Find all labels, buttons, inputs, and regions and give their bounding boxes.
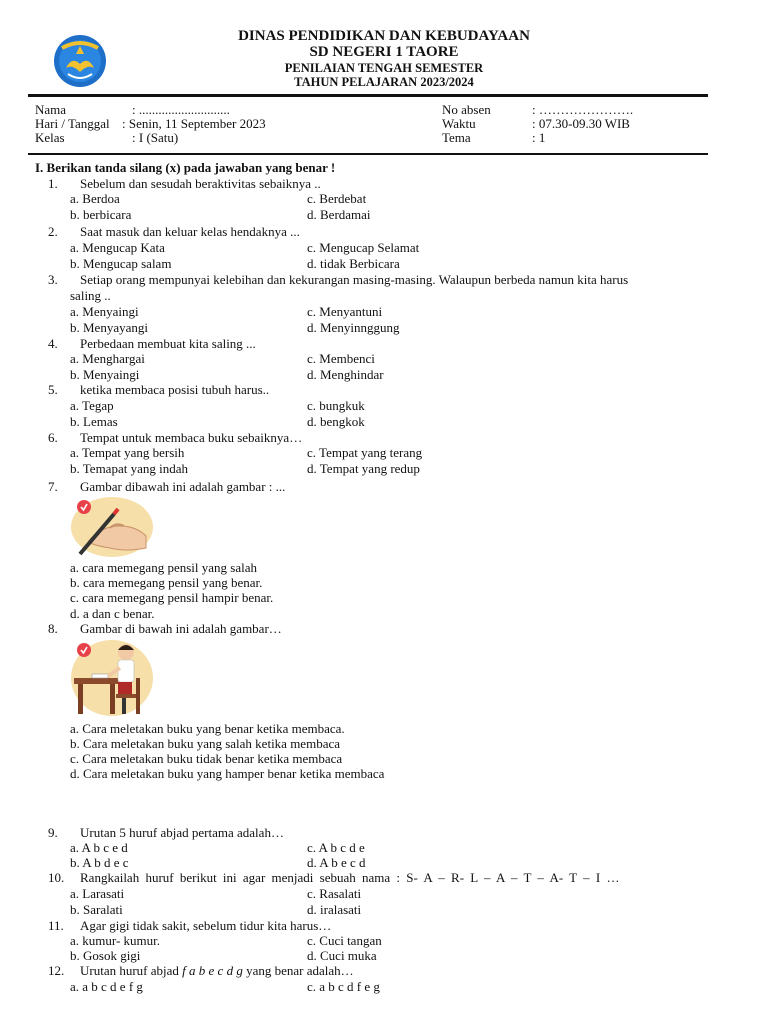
header-divider	[28, 94, 708, 97]
option-a[interactable]: a. Tempat yang bersih	[70, 445, 185, 460]
option-d[interactable]: d. tidak Berbicara	[307, 256, 400, 271]
option-c[interactable]: c. a b c d f e g	[307, 979, 380, 994]
question-text: Saat masuk dan keluar kelas hendaknya ...	[80, 224, 300, 239]
waktu-label: Waktu	[442, 116, 476, 131]
question-text: Rangkailah huruf berikut ini agar menjadi sebuah nama : S- A – R- L – A – T – A- T – I …	[80, 870, 620, 885]
option-d[interactable]: d. Cuci muka	[307, 948, 377, 963]
question-text: Tempat untuk membaca buku sebaiknya…	[80, 430, 303, 445]
option-a[interactable]: a. Tegap	[70, 398, 114, 413]
option-c[interactable]: c. A b c d e	[307, 840, 365, 855]
option-d[interactable]: d. bengkok	[307, 414, 365, 429]
absen-value: : ………………….	[532, 102, 634, 117]
option-d[interactable]: d. Tempat yang redup	[307, 461, 420, 476]
option-c[interactable]: c. Cara meletakan buku tidak benar ketika membaca	[70, 751, 343, 766]
question-number: 4.	[48, 336, 58, 351]
header-school-year: TAHUN PELAJARAN 2023/2024	[294, 75, 474, 89]
header-line-1: DINAS PENDIDIKAN DAN KEBUDAYAAN	[238, 28, 530, 44]
option-a[interactable]: a. kumur- kumur.	[70, 933, 161, 948]
question-number: 5.	[48, 382, 58, 397]
pencil-holding-illustration-icon	[70, 496, 154, 558]
kelas-value: : I (Satu)	[132, 130, 179, 145]
option-b[interactable]: b. Temapat yang indah	[70, 461, 188, 476]
question-text: Gambar di bawah ini adalah gambar…	[80, 621, 282, 636]
option-b[interactable]: b. Saralati	[70, 902, 123, 917]
option-d[interactable]: d. Berdamai	[307, 207, 371, 222]
question-text: Gambar dibawah ini adalah gambar : ...	[80, 479, 286, 494]
question-number: 12.	[48, 963, 65, 978]
option-c[interactable]: c. Rasalati	[307, 886, 362, 901]
nama-value: : ............................	[132, 102, 230, 117]
option-b[interactable]: b. Cara meletakan buku yang salah ketika membaca	[70, 736, 341, 751]
option-b[interactable]: b. Lemas	[70, 414, 118, 429]
question-number: 3.	[48, 272, 58, 287]
question-text: Perbedaan membuat kita saling ...	[80, 336, 256, 351]
nama-label: Nama	[35, 102, 67, 117]
question-text: Setiap orang mempunyai kelebihan dan kekurangan masing-masing. Walaupun berbeda namun kita harus	[80, 272, 629, 287]
option-d[interactable]: d. Menyinnggung	[307, 320, 400, 335]
option-c[interactable]: c. Cuci tangan	[307, 933, 382, 948]
option-b[interactable]: b. cara memegang pensil yang benar.	[70, 575, 263, 590]
option-a[interactable]: a. Mengucap Kata	[70, 240, 165, 255]
tema-value: : 1	[532, 130, 546, 145]
kelas-label: Kelas	[35, 130, 65, 145]
option-d[interactable]: d. Cara meletakan buku yang hamper benar ketika membaca	[70, 766, 385, 781]
hari-label: Hari / Tanggal	[35, 116, 110, 131]
section-title: I. Berikan tanda silang (x) pada jawaban yang benar !	[35, 160, 336, 175]
option-a[interactable]: a. a b c d e f g	[70, 979, 143, 994]
question-number: 8.	[48, 621, 58, 636]
document-header	[0, 0, 768, 98]
header-school-name: SD NEGERI 1 TAORE	[309, 44, 459, 60]
option-b[interactable]: b. Gosok gigi	[70, 948, 141, 963]
question-text: Urutan 5 huruf abjad pertama adalah…	[80, 825, 284, 840]
reading-posture-illustration-icon	[70, 638, 154, 718]
option-c[interactable]: c. Tempat yang terang	[307, 445, 423, 460]
question-number: 7.	[48, 479, 58, 494]
question-number: 10.	[48, 870, 65, 885]
info-divider	[28, 153, 708, 155]
question-number: 2.	[48, 224, 58, 239]
question-number: 6.	[48, 430, 58, 445]
question-text: Sebelum dan sesudah beraktivitas sebaiknya ..	[80, 176, 321, 191]
option-c[interactable]: c. Menyantuni	[307, 304, 383, 319]
hari-value: : Senin, 11 September 2023	[122, 116, 266, 131]
question-number: 1.	[48, 176, 58, 191]
tema-label: Tema	[442, 130, 471, 145]
option-b[interactable]: b. A b d e c	[70, 855, 129, 870]
option-a[interactable]: a. Menghargai	[70, 351, 145, 366]
option-c[interactable]: c. bungkuk	[307, 398, 365, 413]
option-b[interactable]: b. Mengucap salam	[70, 256, 172, 271]
option-d[interactable]: d. Menghindar	[307, 367, 384, 382]
option-a[interactable]: a. Berdoa	[70, 191, 120, 206]
question-text: ketika membaca posisi tubuh harus..	[80, 382, 270, 397]
option-c[interactable]: c. cara memegang pensil hampir benar.	[70, 590, 274, 605]
option-c[interactable]: c. Membenci	[307, 351, 375, 366]
question-text-continued: saling ..	[70, 288, 111, 303]
option-d[interactable]: d. a dan c benar.	[70, 606, 155, 621]
header-exam-name: PENILAIAN TENGAH SEMESTER	[284, 61, 484, 75]
question-text	[80, 963, 354, 979]
question-text-italic: f a b e c d g	[182, 963, 243, 978]
question-number: 11.	[48, 918, 64, 933]
option-c[interactable]: c. Berdebat	[307, 191, 367, 206]
absen-label: No absen	[442, 102, 491, 117]
option-b[interactable]: b. Menyayangi	[70, 320, 148, 335]
option-c[interactable]: c. Mengucap Selamat	[307, 240, 420, 255]
question-text-end: yang benar adalah…	[242, 963, 354, 978]
option-d[interactable]: d. A b e c d	[307, 855, 366, 870]
option-b[interactable]: b. berbicara	[70, 207, 132, 222]
option-a[interactable]: a. Menyaingi	[70, 304, 139, 319]
option-a[interactable]: a. A b c e d	[70, 840, 128, 855]
option-a[interactable]: a. cara memegang pensil yang salah	[70, 560, 257, 575]
option-d[interactable]: d. iralasati	[307, 902, 362, 917]
question-text: Agar gigi tidak sakit, sebelum tidur kita harus…	[80, 918, 332, 933]
question-number: 9.	[48, 825, 58, 840]
waktu-value: : 07.30-09.30 WIB	[532, 116, 630, 131]
option-a[interactable]: a. Cara meletakan buku yang benar ketika membaca.	[70, 721, 345, 736]
option-a[interactable]: a. Larasati	[70, 886, 125, 901]
option-b[interactable]: b. Menyaingi	[70, 367, 140, 382]
question-text-start: Urutan huruf abjad	[80, 963, 183, 978]
